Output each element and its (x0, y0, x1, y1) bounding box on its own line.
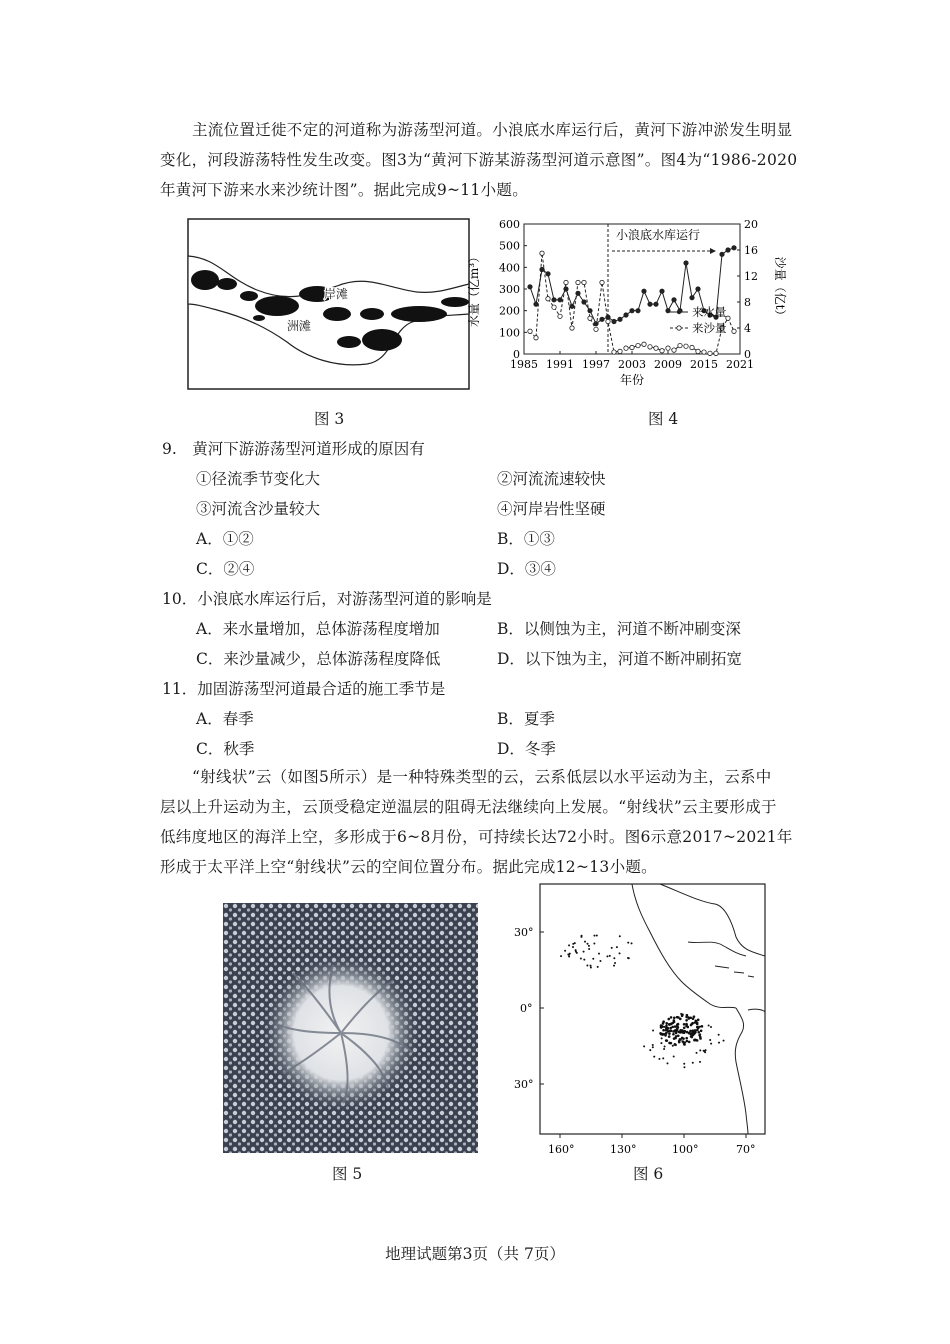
q9-item-1: ①径流季节变化大 (196, 470, 321, 488)
data-point-sediment (648, 345, 652, 349)
cloud-location-dot (588, 945, 590, 947)
data-point-water (618, 317, 622, 321)
cloud-location-dot (685, 1019, 688, 1022)
figure-3-river-diagram (187, 218, 470, 390)
cloud-location-dot (693, 1039, 696, 1042)
data-point-sediment (540, 251, 544, 255)
reservoir-annotation: 小浪底水库运行 (616, 228, 701, 242)
y-right-tick-label: 8 (744, 296, 751, 309)
data-point-sediment (594, 327, 598, 331)
cloud-location-dot (692, 1029, 695, 1032)
data-point-water (660, 289, 664, 293)
cloud-location-dot (692, 1062, 694, 1064)
cloud-location-dot (674, 1044, 677, 1047)
cloud-location-dot (683, 1023, 686, 1026)
cloud-location-dot (680, 1013, 682, 1015)
cloud-location-dot (668, 1032, 671, 1035)
data-point-water (570, 304, 574, 308)
cloud-location-dot (674, 1025, 677, 1028)
cloud-location-dot (710, 1043, 712, 1045)
cloud-location-dot (672, 1022, 675, 1025)
cloud-location-dot (670, 1016, 673, 1019)
cloud-location-dot (590, 965, 592, 967)
cloud-location-dot (575, 951, 577, 953)
lon-label-100: 100° (672, 1143, 699, 1156)
data-point-sediment (660, 349, 664, 353)
sand-bar (217, 278, 237, 290)
data-point-sediment (654, 346, 658, 350)
cloud-location-dot (672, 1033, 675, 1036)
data-point-water (552, 298, 556, 302)
data-point-sediment (600, 280, 604, 284)
cloud-location-dot (705, 1049, 707, 1051)
cloud-location-dot (616, 946, 618, 948)
cloud-location-dot (699, 1033, 701, 1035)
lon-label-160: 160° (548, 1143, 575, 1156)
cloud-location-dot (710, 1026, 712, 1028)
data-point-sediment (708, 351, 712, 355)
cloud-location-dot (660, 1027, 662, 1029)
cloud-location-dot (560, 955, 562, 957)
data-point-water (684, 261, 688, 265)
data-point-sediment (582, 280, 586, 284)
cloud-location-dot (569, 953, 571, 955)
cloud-location-dot (599, 960, 601, 962)
cloud-location-dot (677, 1023, 679, 1025)
cloud-location-dot (631, 942, 633, 944)
sand-bar (255, 296, 299, 316)
cloud-location-dot (588, 948, 590, 950)
data-point-water (528, 285, 532, 289)
x-tick-label: 2015 (690, 358, 718, 371)
cloud-location-dot (674, 1029, 677, 1032)
question-11-stem: 11．加固游荡型河道最合适的施工季节是 (162, 680, 446, 698)
data-point-water (558, 298, 562, 302)
data-point-sediment (624, 346, 628, 350)
cloud-location-dot (628, 957, 630, 959)
data-point-water (648, 302, 652, 306)
sand-bar (240, 291, 258, 301)
cloud-location-dot (627, 942, 629, 944)
sand-bar (323, 307, 351, 321)
cloud-location-dot (666, 1062, 668, 1064)
cloud-location-dot (662, 1022, 665, 1025)
data-point-sediment (570, 326, 574, 330)
data-point-sediment (618, 349, 622, 353)
q9-option-b: B．①③ (497, 530, 555, 548)
q10-option-c: C．来沙量减少，总体游荡程度降低 (196, 650, 441, 668)
cloud-location-dot (597, 966, 599, 968)
sand-bar (253, 315, 265, 321)
q9-item-3: ③河流含沙量较大 (196, 500, 321, 518)
cloud-location-dot (723, 1040, 725, 1042)
label-island-bar: 洲滩 (287, 319, 312, 333)
figure-5-cloud-image (223, 903, 478, 1153)
cloud-location-dot (678, 1041, 681, 1044)
cloud-location-dot (685, 1016, 688, 1019)
data-point-water (666, 308, 670, 312)
cloud-location-dot (614, 962, 616, 964)
x-axis-label: 年份 (619, 373, 645, 387)
cloud-location-dot (718, 1034, 720, 1036)
intro-line: “射线状”云（如图5所示）是一种特殊类型的云，云系低层以水平运动为主，云系中 (192, 768, 772, 786)
data-point-sediment (564, 280, 568, 284)
y-left-tick-label: 200 (499, 304, 520, 318)
cloud-location-dot (699, 1049, 701, 1051)
cloud-location-dot (593, 935, 595, 937)
annotation-arrow-head (710, 248, 716, 254)
cloud-location-dot (696, 1052, 698, 1054)
data-point-water (654, 302, 658, 306)
cloud-location-dot (681, 1040, 684, 1043)
cloud-location-dot (685, 1023, 688, 1026)
cloud-location-dot (663, 1026, 665, 1028)
data-point-water (720, 252, 724, 256)
cloud-location-dot (688, 1032, 690, 1034)
data-point-water (624, 313, 628, 317)
sand-bar (337, 336, 361, 348)
q11-option-b: B．夏季 (497, 710, 555, 728)
x-tick-label: 1985 (510, 358, 538, 371)
q10-option-a: A．来水量增加，总体游荡程度增加 (196, 620, 440, 638)
intro-paragraph-12-13 (160, 762, 825, 882)
cloud-location-dot (568, 944, 570, 946)
y-left-tick-label: 100 (499, 326, 520, 340)
cloud-location-dot (688, 1016, 690, 1018)
cloud-location-dot (666, 1029, 668, 1031)
cloud-location-dot (671, 1026, 674, 1029)
legend-marker-water (677, 310, 681, 314)
y-left-tick-label: 500 (499, 239, 520, 253)
data-point-water (630, 308, 634, 312)
label-bank-bar: 岸滩 (324, 287, 349, 301)
cloud-location-dot (663, 1048, 665, 1050)
data-point-sediment (702, 350, 706, 354)
cloud-location-dot (587, 943, 589, 945)
x-tick-label: 2021 (726, 358, 754, 371)
cloud-location-dot (619, 952, 621, 954)
data-point-sediment (732, 329, 736, 333)
data-point-sediment (690, 345, 694, 349)
intro-line: 主流位置迁徙不定的河道称为游荡型河道。小浪底水库运行后，黄河下游冲淤发生明显 (192, 121, 793, 139)
data-point-water (600, 317, 604, 321)
cloud-location-dot (586, 965, 588, 967)
y-right-tick-label: 0 (744, 348, 751, 361)
figure-3-caption: 图 3 (314, 410, 345, 428)
cloud-location-dot (643, 1045, 645, 1047)
sand-bar (191, 270, 219, 290)
page-footer: 地理试题第3页（共 7页） (385, 1245, 565, 1263)
cloud-location-dot (681, 1037, 684, 1040)
x-tick-label: 2009 (654, 358, 682, 371)
series-line-sediment (530, 253, 734, 353)
data-point-sediment (612, 350, 616, 354)
q10-option-b: B．以侧蚀为主，河道不断冲刷变深 (497, 620, 741, 638)
cloud-location-dot (665, 1027, 668, 1030)
data-point-water (726, 248, 730, 252)
data-point-water (594, 321, 598, 325)
cloud-location-dot (667, 1018, 670, 1021)
cloud-location-dot (669, 1030, 672, 1033)
cloud-location-dot (674, 1037, 677, 1040)
data-point-sediment (546, 297, 550, 301)
cloud-location-dot (592, 958, 594, 960)
cloud-location-dot (700, 1029, 703, 1032)
cloud-location-dot (664, 1045, 666, 1047)
intro-line: 变化，河段游荡特性发生改变。图3为“黄河下游某游荡型河道示意图”。图4为“1986-2020 (160, 151, 798, 169)
cloud-location-dot (609, 955, 611, 957)
q10-option-d: D．以下蚀为主，河道不断冲刷拓宽 (497, 650, 742, 668)
sand-bar (391, 306, 447, 322)
lon-label-130: 130° (610, 1143, 637, 1156)
y-right-tick-label: 12 (744, 270, 758, 283)
cloud-location-dot (568, 955, 570, 957)
data-point-water (534, 302, 538, 306)
cloud-location-dot (683, 1063, 685, 1065)
q9-item-4: ④河岸岩性坚硬 (497, 500, 606, 518)
cloud-location-dot (593, 942, 595, 944)
y-left-tick-label: 300 (499, 283, 520, 296)
data-point-water (612, 319, 616, 323)
figure-6-caption: 图 6 (633, 1165, 664, 1183)
cloud-location-dot (584, 941, 586, 943)
cloud-location-dot (583, 951, 585, 953)
y-left-tick-label: 400 (499, 261, 520, 275)
cloud-location-dot (696, 1023, 699, 1026)
question-9-stem: 9. 黄河下游游荡型河道形成的原因有 (162, 440, 425, 458)
cloud-location-dot (673, 1055, 675, 1057)
intro-line: 形成于太平洋上空“射线状”云的空间位置分布。据此完成12~13小题。 (160, 858, 657, 876)
cloud-location-dot (658, 1058, 660, 1060)
data-point-sediment (558, 314, 562, 318)
q9-option-d: D．③④ (497, 560, 556, 578)
lat-label-0: 0° (520, 1002, 533, 1015)
y-left-tick-label: 600 (499, 218, 520, 231)
cloud-location-dot (590, 967, 592, 969)
cloud-location-dot (696, 1029, 699, 1032)
cloud-location-dot (718, 1042, 720, 1044)
data-point-sediment (678, 343, 682, 347)
q11-option-a: A．春季 (196, 710, 254, 728)
q11-option-d: D．冬季 (497, 740, 556, 758)
data-point-water (636, 308, 640, 312)
cloud-location-dot (574, 942, 576, 944)
y-right-tick-label: 20 (744, 218, 758, 231)
data-point-sediment (696, 349, 700, 353)
data-point-sediment (552, 305, 556, 309)
cloud-location-dot (697, 1031, 700, 1034)
cloud-location-dot (581, 935, 583, 937)
data-point-water (696, 287, 700, 291)
cloud-location-dot (699, 1026, 701, 1028)
cloud-location-dot (660, 1042, 662, 1044)
legend-label-sediment: 来沙量 (692, 321, 727, 335)
cloud-location-dot (694, 1021, 697, 1024)
intro-line: 层以上升运动为主，云顶受稳定逆温层的阻碍无法继续向上发展。“射线状”云主要形成于 (160, 798, 777, 816)
cloud-location-dot (564, 950, 566, 952)
cloud-location-dot (652, 1044, 654, 1046)
cloud-location-dot (683, 1027, 686, 1030)
cloud-location-dot (580, 958, 582, 960)
data-point-sediment (672, 348, 676, 352)
cloud-location-dot (668, 1042, 671, 1045)
data-point-water (690, 295, 694, 299)
data-point-sediment (528, 329, 532, 333)
sand-bar (360, 308, 384, 320)
data-point-sediment (606, 319, 610, 323)
cloud-location-dot (619, 935, 621, 937)
data-point-water (582, 300, 586, 304)
cloud-location-dot (688, 1041, 691, 1044)
data-point-water (672, 298, 676, 302)
data-point-water (546, 272, 550, 276)
cloud-location-dot (583, 959, 585, 961)
data-point-sediment (588, 316, 592, 320)
cloud-location-dot (613, 957, 615, 959)
data-point-sediment (636, 343, 640, 347)
y-right-tick-label: 4 (744, 322, 751, 335)
cloud-location-dot (598, 953, 600, 955)
cloud-location-dot (691, 1032, 694, 1035)
data-point-sediment (534, 336, 538, 340)
cloud-location-dot (665, 1025, 668, 1028)
cloud-location-dot (708, 1024, 710, 1026)
data-point-water (732, 246, 736, 250)
q9-option-c: C．②④ (196, 560, 255, 578)
cloud-location-dot (685, 1037, 688, 1040)
cloud-location-dot (652, 1046, 654, 1048)
figure-4-chart (462, 214, 787, 404)
data-point-sediment (666, 346, 670, 350)
lon-label-70: 70° (736, 1143, 756, 1156)
cloud-location-dot (679, 1018, 682, 1021)
cloud-location-dot (691, 1023, 694, 1026)
cloud-location-dot (684, 1041, 686, 1043)
cloud-location-dot (709, 1039, 711, 1041)
intro-paragraph-9-11 (160, 115, 825, 205)
figure-6-map (510, 882, 770, 1160)
cloud-location-dot (692, 1034, 695, 1037)
question-10-stem: 10．小浪底水库运行后，对游荡型河道的影响是 (162, 590, 492, 608)
cloud-location-dot (668, 1035, 671, 1038)
cloud-location-dot (653, 1056, 655, 1058)
x-tick-label: 1991 (546, 358, 574, 371)
y-left-axis-label: 水量（亿m³） (467, 250, 481, 328)
y-right-tick-label: 16 (744, 244, 758, 257)
figure-4-caption: 图 4 (648, 410, 679, 428)
cloud-location-dot (683, 1066, 685, 1068)
cloud-location-dot (661, 1033, 664, 1036)
figure-5-caption: 图 5 (332, 1165, 363, 1183)
cloud-location-dot (664, 1034, 667, 1037)
cloud-location-dot (606, 955, 608, 957)
cloud-location-dot (662, 1057, 664, 1059)
q9-item-2: ②河流流速较快 (497, 470, 606, 488)
cloud-location-dot (697, 1019, 700, 1022)
x-tick-label: 2003 (618, 358, 646, 371)
data-point-sediment (684, 344, 688, 348)
cloud-location-dot (673, 1016, 676, 1019)
cloud-location-dot (699, 1061, 701, 1063)
lat-label-30s: 30° (514, 1078, 534, 1091)
cloud-location-dot (662, 1029, 665, 1032)
cloud-location-dot (692, 1017, 695, 1020)
cloud-location-dot (572, 946, 574, 948)
data-point-sediment (714, 351, 718, 355)
cloud-location-dot (649, 1049, 651, 1051)
legend-marker-sediment (677, 326, 681, 330)
data-point-sediment (642, 342, 646, 346)
intro-line: 低纬度地区的海洋上空，多形成于6~8月份，可持续长达72小时。图6示意2017~2021年 (160, 828, 793, 846)
y-right-axis-label: 沙量（亿t） (773, 256, 787, 322)
data-point-water (642, 289, 646, 293)
q9-option-a: A．①② (196, 530, 254, 548)
lat-label-30n: 30° (514, 926, 534, 939)
cloud-location-dot (682, 1031, 684, 1033)
intro-line: 年黄河下游来水来沙统计图”。据此完成9~11小题。 (160, 181, 528, 199)
sand-bar (362, 329, 402, 351)
q11-option-c: C．秋季 (196, 740, 255, 758)
cloud-location-dot (679, 1038, 682, 1041)
cloud-location-dot (611, 947, 613, 949)
data-point-sediment (576, 280, 580, 284)
cloud-location-dot (661, 1037, 663, 1039)
data-point-sediment (630, 345, 634, 349)
cloud-location-dot (666, 1039, 669, 1042)
cloud-location-dot (613, 965, 615, 967)
legend-label-water: 来水量 (692, 305, 727, 319)
cloud-location-dot (677, 1034, 680, 1037)
cloud-location-dot (672, 1045, 674, 1047)
x-tick-label: 1997 (582, 358, 610, 371)
cloud-location-dot (665, 1022, 668, 1025)
cloud-location-dot (596, 934, 598, 936)
y-left-tick-label: 0 (513, 348, 520, 361)
cloud-location-dot (652, 1029, 654, 1031)
cloud-location-dot (677, 1026, 680, 1029)
cloud-location-dot (685, 1025, 687, 1027)
